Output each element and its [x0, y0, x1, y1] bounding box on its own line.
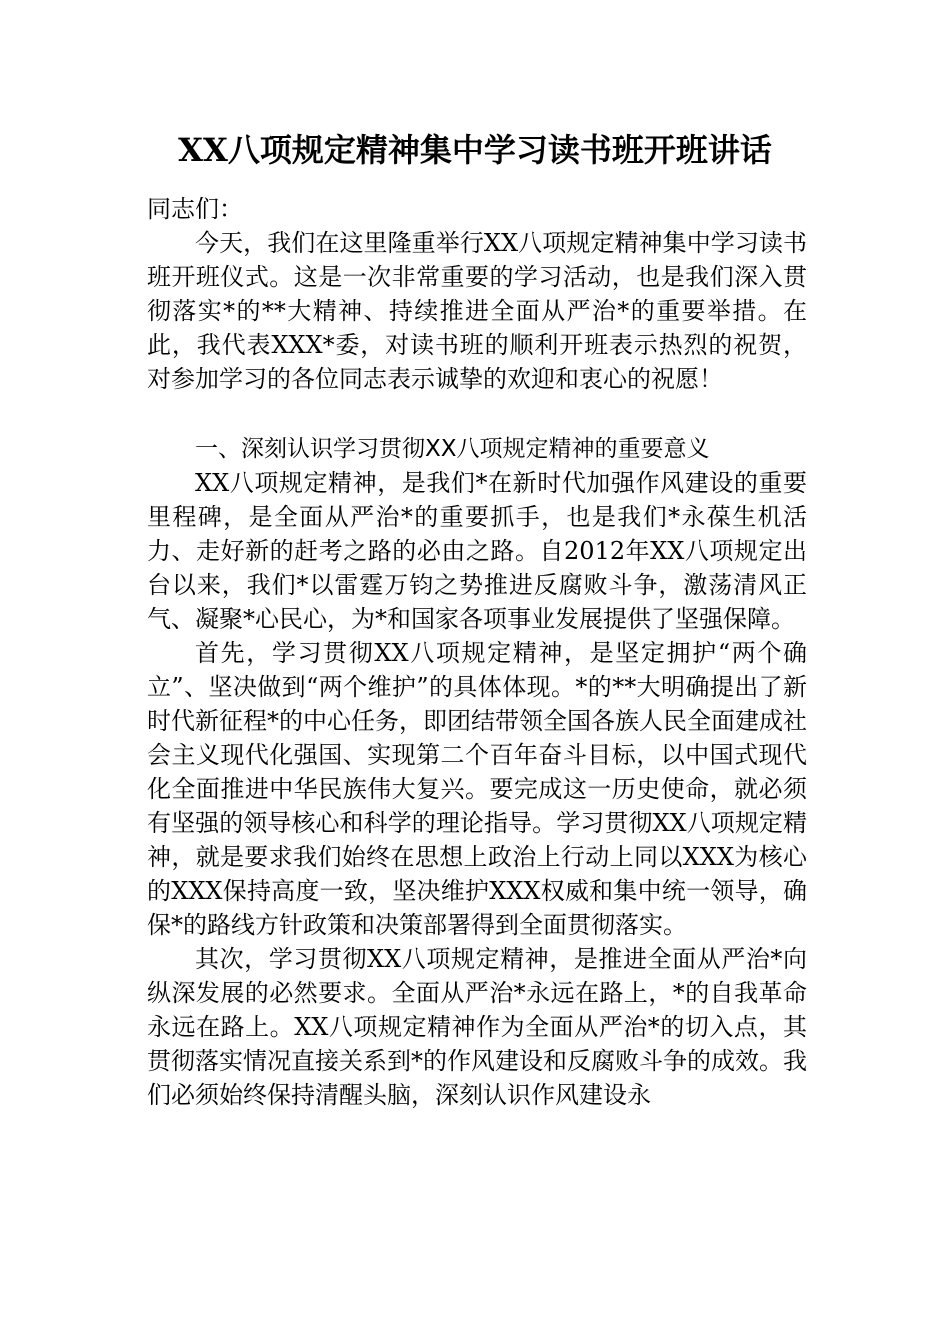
body-paragraph: XX八项规定精神，是我们*在新时代加强作风建设的重要里程碑，是全面从严治*的重要抓手，也是我们*永葆生机活力、走好新的赶考之路的必由之路。自2012年XX八项规定出台以来，我们*以雷霆万钧之势推进反腐败斗争，激荡清风正气、凝聚*心民心，为*和国家各项事业发展提供了坚强保障。 [147, 469, 807, 633]
body-paragraph: 其次，学习贯彻XX八项规定精神，是推进全面从严治*向纵深发展的必然要求。全面从严治*永远在路上，*的自我革命永远在路上。XX八项规定精神作为全面从严治*的切入点，其贯彻落实情况直接关系到*的作风建设和反腐败斗争的成效。我们必须始终保持清醒头脑，深刻认识作风建设永 [147, 945, 807, 1109]
document-body [147, 192, 807, 1112]
body-paragraph: 首先，学习贯彻XX八项规定精神，是坚定拥护“两个确立”、坚决做到“两个维护”的具体体现。*的**大明确提出了新时代新征程*的中心任务，即团结带领全国各族人民全面建成社会主义现代化强国、实现第二个百年奋斗目标，以中国式现代化全面推进中华民族伟大复兴。要完成这一历史使命，就必须有坚强的领导核心和科学的理论指导。学习贯彻XX八项规定精神，就是要求我们始终在思想上政治上行动上同以XXX为核心的XXX保持高度一致，坚决维护XXX权威和集中统一领导，确保*的路线方针政策和决策部署得到全面贯彻落实。 [147, 639, 807, 939]
document-title: XX八项规定精神集中学习读书班开班讲话 [178, 131, 772, 169]
opening-paragraph: 今天，我们在这里隆重举行XX八项规定精神集中学习读书班开班仪式。这是一次非常重要的学习活动，也是我们深入贯彻落实*的**大精神、持续推进全面从严治*的重要举措。在此，我代表XXX*委，对读书班的顺利开班表示热烈的祝贺，对参加学习的各位同志表示诚挚的欢迎和衷心的祝愿！ [147, 229, 807, 393]
greeting: 同志们： [147, 195, 243, 223]
section-heading: 一、深刻认识学习贯彻XX八项规定精神的重要意义 [195, 436, 710, 462]
